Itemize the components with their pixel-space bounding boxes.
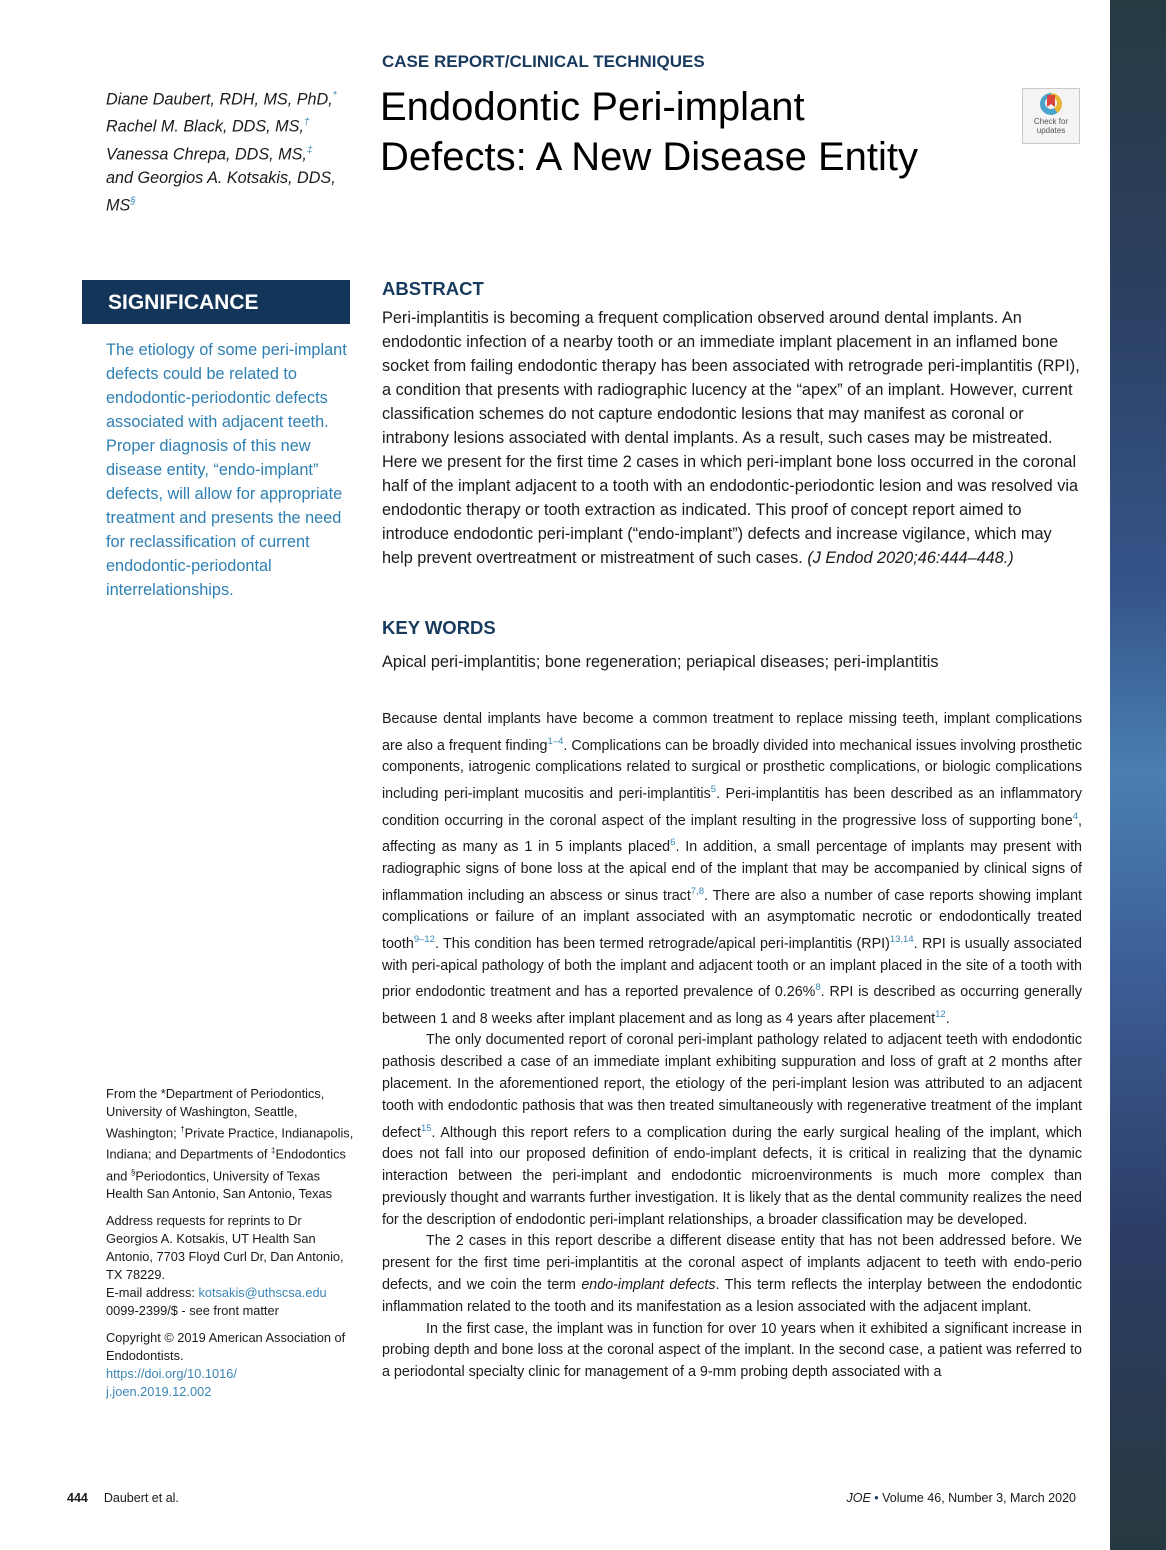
reference-citation[interactable]: 13,14	[889, 934, 914, 945]
crossmark-icon	[1040, 93, 1062, 115]
crossmark-label	[1034, 117, 1068, 135]
abstract-body: Peri-implantitis is becoming a frequent complication observed around dental implants. An endodontic infection of a nearby tooth or an immediate implant placement in an inflamed bone socket from failing endodontic therapy has been associated with retrograde peri-implantitis (RPI), a condition that presents with radiographic lucency at the “apex” of an implant. However, current classification schemes do not capture endodontic lesions that may manifest as coronal or intrabony lesions associated with dental implants. As a result, such cases may be mistreated. Here we present for the first time 2 cases in which peri-implant bone loss occurred in the coronal half of the implant adjacent to a tooth with an endodontic-periodontic lesion and was resolved via endodontic therapy or tooth extraction as indicated. This proof of concept report aimed to introduce endodontic peri-implant (“endo-implant”) defects and increase vigilance, which may help prevent overtreatment or mistreatment of such cases.	[382, 309, 1080, 567]
reference-citation[interactable]: 5	[710, 784, 717, 796]
title-line: Defects: A New Disease Entity	[380, 135, 919, 179]
author: Diane Daubert, RDH, MS, PhD,*	[106, 90, 337, 109]
body-paragraph: The only documented report of coronal peri-implant pathology related to adjacent teeth with endodontic pathosis described a case of an immediate implant exhibiting suppuration and loss of graft at 2 months after placement. In the aforementioned report, the etiology of the peri-implant lesion was attributed to an adjacent tooth with endodontic pathosis that was then treated simultaneously with regenerative treatment of the implant defect$^{15}$. Although this report refers to a complication during the early surgical healing of the implant, which does not fall into our proposed definition of endo-implant defects, it is critical in realizing that the dynamic interaction between the peri-implant and endodontic microenvironments is much more complex than previously thought and warrants further investigation. It is likely that as the dental community realizes the need for the description of endodontic peri-implant relationships, a broader classification may be developed.	[382, 1032, 1082, 1228]
correspondence-block	[106, 1212, 356, 1320]
significance-heading: SIGNIFICANCE	[108, 291, 259, 314]
keywords-heading: KEY WORDS	[382, 617, 496, 638]
reference-citation[interactable]: 12	[935, 1008, 946, 1020]
author: Rachel M. Black, DDS, MS,†	[106, 117, 310, 136]
abstract-text	[382, 306, 1082, 570]
affiliation-mark[interactable]: *	[332, 90, 337, 101]
reference-citation[interactable]: †	[180, 1125, 185, 1134]
affiliations-block	[106, 1085, 356, 1410]
decorative-sidebar-band	[1110, 0, 1166, 1550]
affiliation-text: From the *Department of Periodontics, University of Washington, Seattle, Washington; †Private Practice, Indianapolis, Indiana; and Departments of ‡Endodontics and §Periodontics, University of Texas Health San Antonio, San Antonio, Texas	[106, 1086, 354, 1201]
reference-citation[interactable]: 9–12	[413, 934, 435, 945]
article-title	[380, 82, 1020, 182]
author: Vanessa Chrepa, DDS, MS,‡	[106, 144, 313, 164]
affiliation-mark[interactable]: §	[130, 196, 136, 208]
copyright-block	[106, 1329, 356, 1401]
journal-name: JOE	[846, 1491, 871, 1505]
doi-link[interactable]	[106, 1366, 237, 1399]
reference-citation[interactable]: 15	[420, 1122, 432, 1134]
author: and Georgios A. Kotsakis, DDS, MS§	[106, 169, 336, 215]
reference-citation[interactable]: 1–4	[547, 735, 564, 747]
abstract-heading: ABSTRACT	[382, 278, 484, 299]
crossmark-label-line: Check for	[1033, 117, 1069, 126]
journal-issue: Volume 46, Number 3, March 2020	[882, 1491, 1076, 1505]
article-body	[382, 709, 1082, 1384]
reference-citation[interactable]: 4	[1072, 810, 1079, 822]
body-paragraph: The 2 cases in this report describe a different disease entity that has not been addressed before. We present for the first time peri-implantitis at the coronal aspect of implants adjacent to teeth with endo-perio defects, and we coin the term endo-implant defects. This term reflects the interplay between the endodontic inflammation related to the tooth and its manifestation as a lesion associated with the adjacent implant.	[382, 1233, 1082, 1315]
reference-citation[interactable]: ‡	[271, 1146, 276, 1156]
running-author: Daubert et al.	[103, 1491, 179, 1505]
bullet-icon: •	[874, 1491, 879, 1505]
title-line: Endodontic Peri-implant	[380, 85, 805, 129]
reference-citation[interactable]: 8	[815, 982, 821, 994]
bookmark-ribbon-icon	[1047, 95, 1055, 107]
email-label: E-mail address:	[106, 1284, 199, 1300]
significance-text: The etiology of some peri-implant defects could be related to endodontic-periodontic defects associated with adjacent teeth. Proper diagnosis of this new disease entity, “endo-implant” defects, will allow for appropriate treatment and presents the need for reclassification of current endodontic-periodontal interrelationships.	[106, 341, 347, 599]
keywords-text: Apical peri-implantitis; bone regeneration; periapical diseases; peri-implantitis	[382, 653, 939, 671]
reprint-address: Address requests for reprints to Dr Georgios A. Kotsakis, UT Health San Antonio, 7703 Floyd Curl Dr, Dan Antonio, TX 78229.	[106, 1212, 344, 1282]
copyright-text: Copyright © 2019 American Association of Endodontists.	[106, 1329, 346, 1363]
body-paragraph: In the first case, the implant was in function for over 10 years when it exhibited a significant increase in probing depth and bone loss at the coronal aspect of the implant. In the second case, a patient was referred to a periodontal specialty clinic for management of a 9-mm probing depth associated with a	[382, 1320, 1082, 1381]
abstract-citation: (J Endod 2020;46:444–448.)	[807, 549, 1014, 567]
issn-text: 0099-2399/$ - see front matter	[106, 1302, 279, 1318]
affiliation-mark[interactable]: ‡	[306, 144, 313, 156]
email-link[interactable]: kotsakis@uthscsa.edu	[198, 1284, 327, 1300]
affiliation-mark[interactable]: †	[303, 117, 310, 129]
reference-citation[interactable]: 7,8	[690, 885, 705, 897]
check-for-updates-button[interactable]	[1022, 88, 1080, 144]
footer-right	[846, 1491, 1076, 1505]
article-section-label: CASE REPORT/CLINICAL TECHNIQUES	[382, 52, 705, 71]
doi-link-part[interactable]: j.joen.2019.12.002	[106, 1383, 212, 1399]
author-list	[106, 84, 366, 218]
body-paragraph: Because dental implants have become a common treatment to replace missing teeth, implant complications are also a frequent finding$^{1-4}$. Complications can be broadly divided into mechanical issues involving prosthetic components, iatrogenic complications related to surgical or prosthetic complications, or biologic complications including peri-implant mucositis and peri-implantitis$^5$. Peri-implantitis has been described as an inflammatory condition occurring in the coronal aspect of the implant resulting in the progressive loss of supporting bone$^4$, affecting as many as 1 in 5 implants placed$^6$. In addition, a small percentage of implants may present with radiographic signs of bone loss at the apical end of the implant that may be accompanied by clinical signs of inflammation including an abscess or sinus tract$^{7,8}$. There are also a number of case reports showing implant complications or failure of an implant associated with an asymptomatic necrotic or endodontically treated tooth$^{9-12}$. This condition has been termed retrograde/apical peri-implantitis (RPI)$^{13,14}$. RPI is usually associated with peri-apical pathology of both the implant and adjacent tooth or an implant placed in the site of a tooth with prior endodontic treatment and has a reported prevalence of 0.26%$^8$. RPI is described as occurring generally between 1 and 8 weeks after implant placement and as long as 4 years after placement$^{12}$.	[382, 711, 1083, 1027]
page-number: 444	[67, 1491, 88, 1505]
footer-left	[67, 1491, 179, 1505]
significance-header	[82, 280, 350, 324]
reference-citation[interactable]: 6	[670, 837, 676, 849]
italic-term: endo-implant defects	[581, 1277, 716, 1294]
doi-link-part[interactable]: https://doi.org/10.1016/	[106, 1365, 237, 1381]
reference-citation[interactable]: §	[130, 1167, 136, 1177]
crossmark-label-line: updates	[1036, 126, 1066, 135]
